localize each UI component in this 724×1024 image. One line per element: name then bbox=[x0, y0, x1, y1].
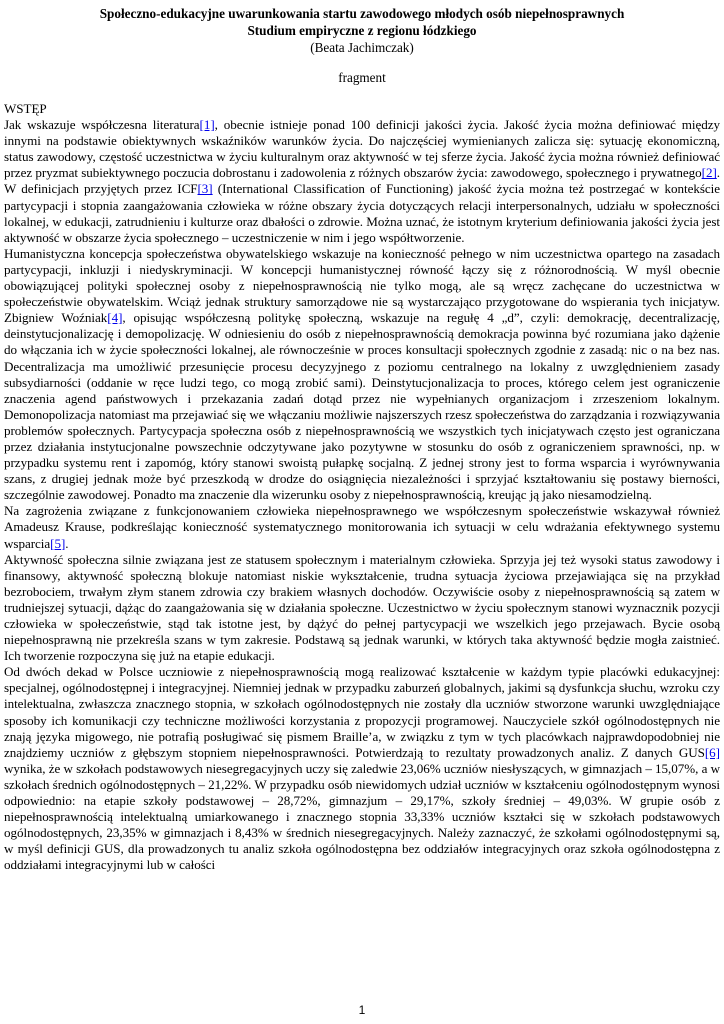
paragraph-text: Humanistyczna koncepcja społeczeństwa obywatelskiego wskazuje na konieczność pełnego w nim uczestnictwa opartego na zasadach partycypacji, inkluzji i niedyskryminacji. W koncepcji humanistycznej równość łączy się z różnorodnością. W myśl obecnie obowiązującej polityki społecznej osoby z niepełnosprawnością nie tylko mogą, ale są wręcz zachęcane do uczestnictwa w społeczeństwie obywatelskim. Wciąż jednak struktury samorządowe nie są wystarczająco przygotowane do wspierania tych inicjatyw. Zbigniew Woźniak bbox=[4, 245, 720, 326]
document-body bbox=[4, 101, 720, 874]
footnote-link-4[interactable]: [4] bbox=[107, 310, 123, 326]
paragraph-text: Na zagrożenia związane z funkcjonowaniem człowieka niepełnosprawnego we współczesnym społeczeństwie wskazywał również Amadeusz Krause, podkreślając konieczność systematycznego monitorowania ich sytuacji w celu wdrażania efektywnego systemu wsparcia bbox=[4, 503, 720, 551]
paragraph-text: (International Classification of Functioning) jakość życia można też postrzegać w kontekście partycypacji i stopnia zaangażowania człowieka w różne obszary życia dotyczących relacji interpersonalnych, udziału w społeczności lokalnej, w edukacji, zatrudnieniu i kulturze oraz dbałości o zdrowie. Można uznać, że istotnym kryterium definiowania jakości życia jest aktywność w obszarze życia społecznego – uczestniczenie w nim i jego współtworzenie. bbox=[4, 181, 721, 245]
document-header bbox=[0, 5, 724, 56]
footnote-link-3[interactable]: [3] bbox=[197, 181, 213, 197]
footnote-link-2[interactable]: [2] bbox=[701, 165, 717, 181]
paragraph bbox=[4, 664, 720, 873]
paragraph-text: . bbox=[65, 535, 69, 551]
document-title: Społeczno-edukacyjne uwarunkowania startu zawodowego młodych osób niepełnosprawnych bbox=[99, 6, 625, 21]
paragraph: Aktywność społeczna silnie związana jest ze statusem społecznym i materialnym człowieka. Sprzyja jej też wysoki status zawodowy i finansowy, aktywność społeczną blokuje natomiast niskie wykształcenie, trudna sytuacja życiowa przejawiająca się na przykład bezrobociem, trwałym złym stanem zdrowia czy brakiem własnych dochodów. Oczywiście osoby z niepełnosprawnością są zatem w trudniejszej sytuacji, dążąc do zaangażowania się w działania społeczne. Uczestnictwo w życiu społecznym stanowi wyznacznik pozycji człowieka w społeczeństwie, stąd tak istotne jest, by dążyć do pełnej partycypacji we wszelkich jego przejawach. Bycie osobą niepełnosprawną nie przekreśla szans w tym zakresie. Podstawą są jednak warunki, w których taka aktywność będzie mogła zaistnieć. Ich tworzenie rozpoczyna się już na etapie edukacji. bbox=[4, 551, 720, 664]
paragraph bbox=[4, 246, 720, 504]
paragraph-text: , opisując współczesną politykę społeczną, wskazuje na regułę 4 „d”, czyli: demokrację, decentralizację, deinstytucjonalizację i demopolizację. W odniesieniu do osób z niepełnosprawnością demokracja powinna być rozumiana jako dążenie do włączania ich w życie społeczności lokalnej, ale równocześnie w proces konsultacji społecznych zgodnie z zasadą: nic o na bez nas. Decentralizacja ma umożliwić przesunięcie procesu decyzyjnego z poziomu centralnego na lokalny z uwzględnieniem zasady subsydiarności (oddanie w ręce ludzi tego, co mogą zrobić sami). Deinstytucjonalizacja to proces, którego celem jest ograniczenie znaczenia agend państwowych i przekazania zadań dotąd przez nie wypełnianych organizacjom i zrzeszeniom lokalnym. Demonopolizacja natomiast ma przejawiać się we włączaniu możliwie najszerszych rzesz społeczeństwa do zarządzania i rozwiązywania problemów społecznych. Partycypacja społeczna osób z niepełnosprawnością we wszystkich tych inicjatywach często jest ograniczana przez działania instytucjonalne powszechnie odczytywane jako pozytywne w stosunku do osób z ograniczeniem sprawności, np. w przypadku systemu rent i zapomóg, który stanowi swoistą pułapkę socjalną. Z jednej strony jest to forma wsparcia i wyrównywania szans, z drugiej jednak może być przeszkodą w drodze do osiągnięcia niezależności i sprzyjać kształtowaniu się postawy bierności, szczególnie zawodowej. Ponadto ma znaczenie dla wizerunku osoby z niepełnosprawnością, kreując ją jako niesamodzielną. bbox=[4, 310, 721, 503]
paragraph-text: wynika, że w szkołach podstawowych niesegregacyjnych uczy się zaledwie 23,06% uczniów niesłyszących, w gimnazjach – 15,07%, a w szkołach średnich ogólnodostępnych – 21,22%. W przypadku osób niewidomych udział uczniów w kształceniu ogólnodostępnym wynosi odpowiednio: na etapie szkoły podstawowej – 28,72%, gimnazjum – 29,17%, szkoły średniej – 49,03%. W grupie osób z niepełnosprawnością intelektualną umiarkowanego i znacznego stopnia 33,33% uczniów kształci się w szkołach podstawowych ogólnodostępnych, 23,35% w gimnazjach i 8,43% w średnich niesegregacyjnych. Należy zaznaczyć, że szkołami ogólnodostępnymi są, w myśl definicji GUS, dla prowadzonych tu analiz szkoła ogólnodostępna bez oddziałów integracyjnych oraz szkoła ogólnodostępna z oddziałami integracyjnymi lub w całości bbox=[4, 760, 720, 873]
footnote-link-1[interactable]: [1] bbox=[199, 117, 215, 133]
paragraph bbox=[4, 117, 720, 246]
section-heading: WSTĘP bbox=[4, 101, 47, 116]
fragment-label: fragment bbox=[338, 70, 386, 85]
page-number: 1 bbox=[358, 1003, 366, 1017]
footnote-link-5[interactable]: [5] bbox=[50, 535, 66, 551]
paragraph-text: Od dwóch dekad w Polsce uczniowie z niepełnosprawnością mogą realizować kształcenie w każdym typie placówki edukacyjnej: specjalnej, ogólnodostępnej i integracyjnej. Niemniej jednak w przypadku zaburzeń globalnych, jakimi są dysfunkcja słuchu, wzroku czy intelektualna, zwłaszcza znacznego stopnia, w szkołach ogólnodostępnych nie zostały dla uczniów stworzone warunki uwzględniające sposoby ich komunikacji czy techniczne możliwości korzystania z propozycji programowej. Nauczyciele szkół ogólnodostępnych nie znają języka migowego, nie potrafią posługiwać się pismem Braille’a, w związku z tym w tych placówkach najprawdopodobniej nie znajdziemy uczniów z głębszym stopniem niepełnosprawności. Potwierdzają to rezultaty prowadzonych analiz. Z danych GUS bbox=[4, 664, 720, 760]
footnote-link-6[interactable]: [6] bbox=[704, 744, 720, 760]
paragraph bbox=[4, 503, 720, 551]
paragraph-text: Jak wskazuje współczesna literatura bbox=[4, 117, 200, 133]
document-subtitle: Studium empiryczne z regionu łódzkiego bbox=[247, 23, 477, 38]
paragraph-text: , obecnie istnieje ponad 100 definicji jakości życia. Jakość życia można definiować między innymi na podstawie obiektywnych wskaźników warunków życia. Do najczęściej wymienianych zalicza się: sytuację ekonomiczną, status zawodowy, częstość uczestnictwa w życiu kulturalnym oraz aktywność w tej sferze życia. Jakość życia można również definiować przez pryzmat subiektywnego poczucia dobrostanu i zadowolenia z różnych obszarów życia: zawodowego, społecznego i prywatnego bbox=[4, 117, 720, 181]
document-author: (Beata Jachimczak) bbox=[310, 40, 414, 55]
paragraph-text: . W definicjach przyjętych przez ICF bbox=[4, 165, 720, 197]
